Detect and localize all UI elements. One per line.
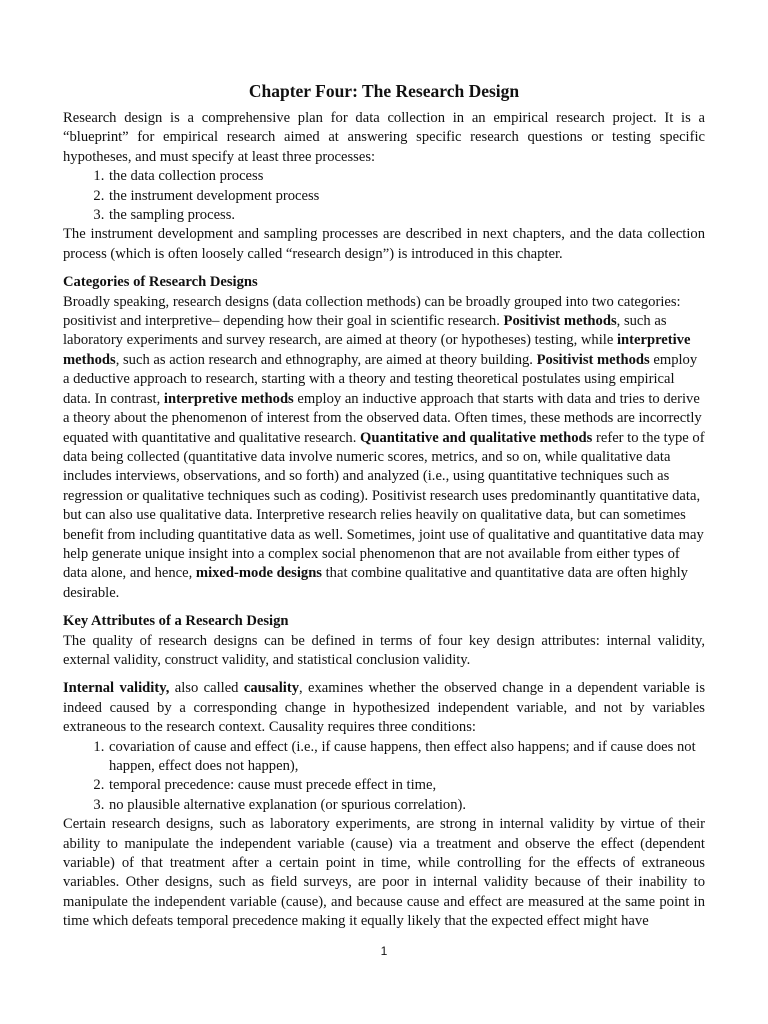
text-run: , examines whether the observed change in a dependent variable is indeed caused by a corresponding change in hypothesized independent variable, and not by variables extraneous to the research context. Causality requires three conditions: [63,680,705,736]
text-run: , such as laboratory experiments and survey research, are aimed at theory (or hypotheses) testing, while [63,313,667,349]
bold-term: Positivist methods [503,313,617,330]
bold-term: interpretive methods [163,390,294,407]
text-run: Broadly speaking, research designs (data collection methods) can be broadly grouped into two categories: positivist and interpretive– depending how their goal in scientific research. [63,293,681,330]
list-item: 3. the sampling process. [108,206,705,225]
bold-term: causality [243,680,299,697]
text-run: refer to the type of data being collected (quantitative data involve numeric scores, metrics, and so on, while qualitative data includes interviews, observations, and so forth) and analyzed (i.e., using quantitative techniques such as regression or qualitative techniques such as coding). Positivist research uses predominantly quantitative data, but can also use qualitative data. Interpretive research relies heavily on qualitative data, but can sometimes benefit from including quantitative data as well. Sometimes, joint use of qualitative and quantitative data may help generate unique insight into a complex social phenomenon that are not available from either types of data alone, and hence, [63,429,705,582]
text-run: , such as action research and ethnography, are aimed at theory building. [115,351,537,368]
bold-term: mixed-mode designs [195,565,322,582]
text-run: employ an inductive approach that starts with data and tries to derive a theory about the phenomenon of interest from the observed data. Often times, these methods are incorrectly equated with quantitative and qualitative research. [63,390,702,446]
section-heading-categories: Categories of Research Designs [63,274,258,291]
list-item: 3. no plausible alternative explanation (or spurious correlation). [108,796,705,815]
internal-validity-paragraph [63,679,705,737]
bold-term: Positivist methods [536,351,650,368]
list-item: 2. the instrument development process [108,187,705,206]
attributes-paragraph: The quality of research designs can be defined in terms of four key design attributes: internal validity, external validity, construct validity, and statistical conclusion validity. [63,632,705,668]
bold-term: Internal validity, [63,680,170,697]
process-list [63,167,705,225]
designs-paragraph: Certain research designs, such as laboratory experiments, are strong in internal validity by virtue of their ability to manipulate the independent variable (cause) via a treatment and observe the effect (dependent variable) of that treatment after a certain point in time, while controlling for the effects of extraneous variables. Other designs, such as field surveys, are poor in internal validity because of their inability to manipulate the independent variable (cause), and because cause and effect are measured at the same point in time which defeats temporal precedence making it equally likely that the expected effect might have [63,816,705,930]
page-content [63,80,705,932]
categories-paragraph [63,293,705,604]
section-heading-attributes: Key Attributes of a Research Design [63,613,289,630]
list-item: 1. the data collection process [108,167,705,186]
chapter-title: Chapter Four: The Research Design [248,81,520,101]
bold-term: Quantitative and qualitative methods [360,429,593,446]
text-run: that combine qualitative and quantitative data are often highly desirable. [63,565,688,601]
list-item: 1. covariation of cause and effect (i.e., if cause happens, then effect also happens; and if cause does not happen, effect does not happen), [108,738,705,777]
text-run: employ a deductive approach to research, starting with a theory and testing theoretical postulates using empirical data. In contrast, [63,351,698,407]
bold-term: interpretive methods [63,332,691,368]
list-item: 2. temporal precedence: cause must precede effect in time, [108,776,705,795]
intro-paragraph: Research design is a comprehensive plan for data collection in an empirical research project. It is a “blueprint” for empirical research aimed at answering specific research questions or testing specific hypotheses, and must specify at least three processes: [63,110,705,165]
text-run: also called [169,680,244,697]
causality-conditions-list [63,738,705,816]
intro-paragraph-2: The instrument development and sampling processes are described in next chapters, and the data collection process (which is often loosely called “research design”) is introduced in this chapter. [63,226,705,262]
page-number: 1 [380,944,388,958]
